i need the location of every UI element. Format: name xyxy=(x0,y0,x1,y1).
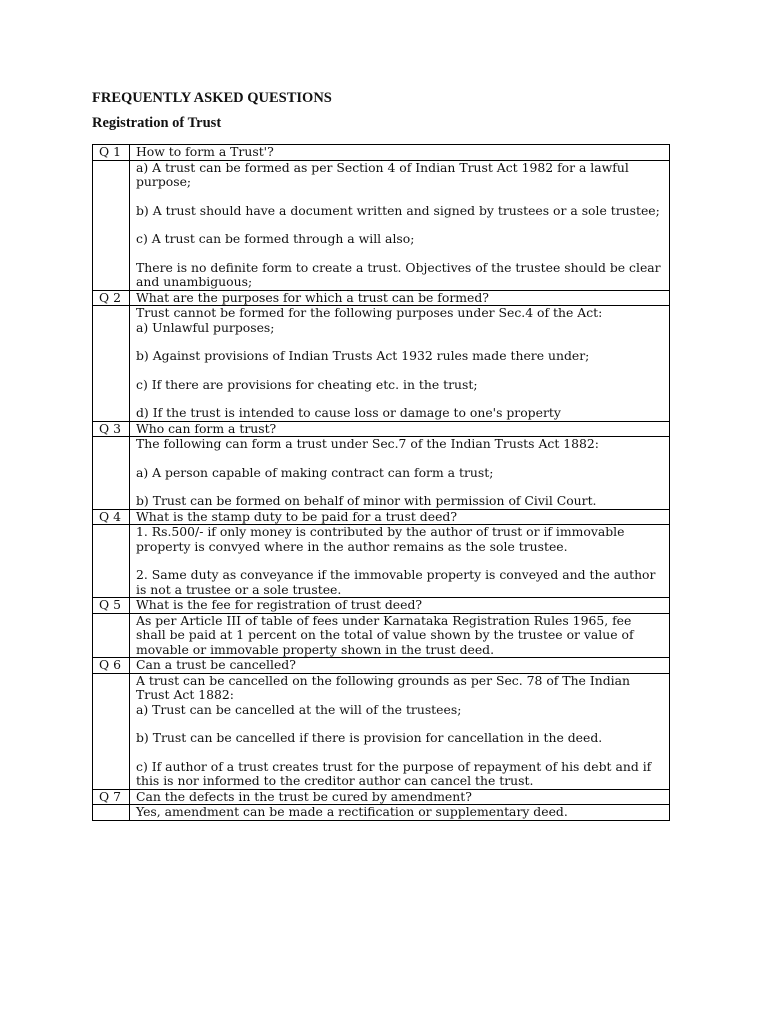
answer-paragraph: The following can form a trust under Sec.7 of the Indian Trusts Act 1882: xyxy=(136,436,599,451)
question-row xyxy=(93,290,670,306)
document-title: FREQUENTLY ASKED QUESTIONS xyxy=(92,90,332,106)
answer-row xyxy=(93,306,670,422)
answer-paragraph: There is no definite form to create a trust. Objectives of the trustee should be clear and unambiguous; xyxy=(136,259,661,289)
paragraph-gap xyxy=(136,364,663,378)
question-number: Q 5 xyxy=(93,598,130,614)
answer-text xyxy=(130,613,670,658)
answer-paragraph: c) A trust can be formed through a will also; xyxy=(136,231,415,246)
answer-number-cell xyxy=(93,160,130,290)
answer-paragraph: 1. Rs.500/- if only money is contributed by the author of trust or if immovable property is convyed where in the author remains as the sole trustee. xyxy=(136,524,625,554)
question-number: Q 2 xyxy=(93,290,130,306)
answer-paragraph: Yes, amendment can be made a rectification or supplementary deed. xyxy=(136,804,568,819)
answer-number-cell xyxy=(93,525,130,598)
paragraph-gap xyxy=(136,335,663,349)
question-text: What are the purposes for which a trust can be formed? xyxy=(130,290,670,306)
paragraph-gap xyxy=(136,190,663,204)
answer-number-cell xyxy=(93,805,130,821)
answer-row xyxy=(93,160,670,290)
paragraph-gap xyxy=(136,452,663,466)
question-row xyxy=(93,658,670,674)
answer-paragraph: b) Trust can be cancelled if there is provision for cancellation in the deed. xyxy=(136,730,603,745)
answer-paragraph: a) Unlawful purposes; xyxy=(136,319,275,335)
question-text: Who can form a trust? xyxy=(130,421,670,437)
answer-text xyxy=(130,525,670,598)
answer-paragraph: 2. Same duty as conveyance if the immovable property is conveyed and the author is not a trustee or a sole trustee. xyxy=(136,567,656,597)
answer-number-cell xyxy=(93,673,130,789)
answer-text xyxy=(130,673,670,789)
answer-paragraph: b) Against provisions of Indian Trusts Act 1932 rules made there under; xyxy=(136,348,590,363)
paragraph-gap xyxy=(136,247,663,261)
question-row xyxy=(93,421,670,437)
paragraph-gap xyxy=(136,717,663,731)
question-row xyxy=(93,789,670,805)
question-text: How to form a Trust'? xyxy=(130,145,670,161)
answer-number-cell xyxy=(93,437,130,510)
document-page xyxy=(92,88,672,819)
question-number: Q 4 xyxy=(93,509,130,525)
answer-number-cell xyxy=(93,613,130,658)
answer-paragraph: a) Trust can be cancelled at the will of the trustees; xyxy=(136,701,462,717)
answer-row xyxy=(93,805,670,821)
question-row xyxy=(93,509,670,525)
answer-text xyxy=(130,805,670,821)
answer-row xyxy=(93,437,670,510)
question-text: Can a trust be cancelled? xyxy=(130,658,670,674)
answer-row xyxy=(93,613,670,658)
answer-paragraph: a) A trust can be formed as per Section 4 of Indian Trust Act 1982 for a lawful purpose; xyxy=(136,159,629,189)
question-number: Q 3 xyxy=(93,421,130,437)
answer-paragraph: As per Article III of table of fees under Karnataka Registration Rules 1965, fee shall be paid at 1 percent on the total of value shown by the trustee or value of movable or immovable property shown in the trust deed. xyxy=(136,612,634,657)
document-subtitle: Registration of Trust xyxy=(92,115,222,131)
answer-paragraph: b) A trust should have a document written and signed by trustees or a sole trustee; xyxy=(136,202,660,218)
question-row xyxy=(93,598,670,614)
answer-paragraph: c) If author of a trust creates trust for the purpose of repayment of his debt and if this is nor informed to the creditor author can cancel the trust. xyxy=(136,758,652,788)
question-row xyxy=(93,145,670,161)
answer-paragraph: b) Trust can be formed on behalf of minor with permission of Civil Court. xyxy=(136,493,597,508)
paragraph-gap xyxy=(136,480,663,494)
paragraph-gap xyxy=(136,554,663,568)
answer-text xyxy=(130,437,670,510)
answer-text xyxy=(130,160,670,290)
faq-table xyxy=(92,144,670,821)
answer-paragraph: Trust cannot be formed for the following purposes under Sec.4 of the Act: xyxy=(136,305,603,320)
answer-paragraph: d) If the trust is intended to cause loss or damage to one's property xyxy=(136,405,561,420)
question-number: Q 6 xyxy=(93,658,130,674)
question-number: Q 7 xyxy=(93,789,130,805)
question-text: What is the stamp duty to be paid for a trust deed? xyxy=(130,509,670,525)
paragraph-gap xyxy=(136,392,663,406)
question-text: What is the fee for registration of trust deed? xyxy=(130,598,670,614)
answer-row xyxy=(93,673,670,789)
answer-paragraph: A trust can be cancelled on the following grounds as per Sec. 78 of The Indian Trust Act 1882: xyxy=(136,672,630,702)
answer-number-cell xyxy=(93,306,130,422)
answer-row xyxy=(93,525,670,598)
question-number: Q 1 xyxy=(93,145,130,161)
question-text: Can the defects in the trust be cured by amendment? xyxy=(130,789,670,805)
faq-table-body xyxy=(93,145,670,821)
paragraph-gap xyxy=(136,218,663,232)
answer-paragraph: a) A person capable of making contract can form a trust; xyxy=(136,464,494,480)
paragraph-gap xyxy=(136,746,663,760)
answer-paragraph: c) If there are provisions for cheating etc. in the trust; xyxy=(136,376,478,392)
answer-text xyxy=(130,306,670,422)
